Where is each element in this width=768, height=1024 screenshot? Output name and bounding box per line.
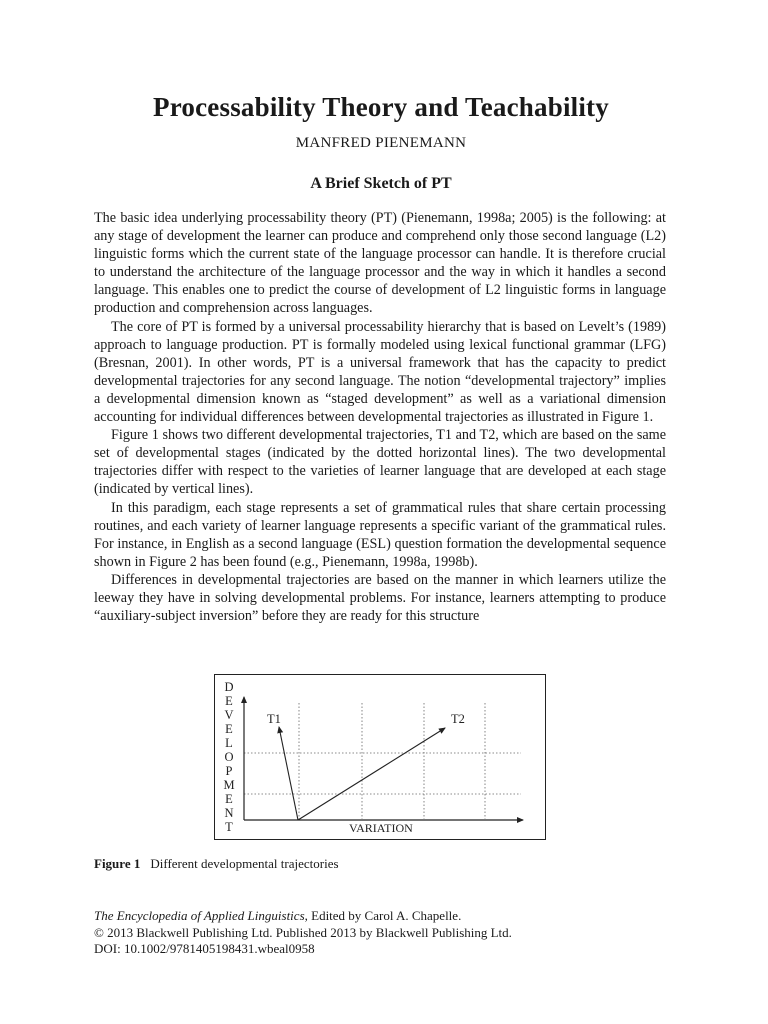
- figure-caption: [94, 856, 339, 872]
- figure-1: [214, 674, 546, 840]
- y-axis-letter: T: [225, 820, 233, 834]
- author-name: MANFRED PIENEMANN: [295, 135, 467, 151]
- trajectory-t2-arrow: [298, 728, 445, 820]
- editor-credit: , Edited by Carol A. Chapelle.: [304, 908, 462, 923]
- paragraph-3: Figure 1 shows two different developmental trajectories, T1 and T2, which are based on the same set of developmental stages (indicated by the dotted horizontal lines). The two developmental trajectories differ with respect to the varieties of learner language that are developed at each stage (indicated by vertical lines).: [94, 427, 666, 498]
- trajectory-diagram: [215, 675, 545, 839]
- paragraph-5: Differences in developmental trajectories are based on the manner in which learners utilize the leeway they have in solving developmental problems. For instance, learners attempting to produce “auxiliary-subject inversion” before they are ready for this structure: [94, 571, 666, 625]
- doi-line: DOI: 10.1002/9781405198431.wbeal0958: [94, 941, 315, 956]
- y-axis-letter: N: [224, 806, 234, 820]
- t2-label: T2: [451, 712, 465, 726]
- journal-title: The Encyclopedia of Applied Linguistics: [94, 908, 305, 923]
- paragraph-2: The core of PT is formed by a universal processability hierarchy that is based on Levelt’s (1989) approach to language production. PT is formally modeled using lexical functional grammar (LFG) (Bresnan, 2001). In other words, PT is a universal framework that has the capacity to predict developmental trajectories for any second language. The notion “developmental trajectory” implies a developmental dimension known as “staged development” as well as a variational dimension accounting for individual differences between developmental trajectories as illustrated in Figure 1.: [94, 318, 666, 426]
- x-axis-label: VARIATION: [349, 821, 413, 835]
- y-axis-letter: O: [224, 750, 234, 764]
- trajectory-t1-arrow: [279, 727, 298, 820]
- y-axis-letter: E: [225, 792, 233, 806]
- t1-label: T1: [267, 712, 281, 726]
- body-text: [94, 209, 666, 625]
- y-axis-letter: E: [225, 694, 233, 708]
- caption-label: Figure 1: [94, 856, 141, 871]
- page-title: Processability Theory and Teachability: [153, 92, 609, 122]
- y-axis-letter: D: [224, 680, 234, 694]
- footer: [94, 908, 512, 958]
- y-axis-letter: L: [225, 736, 233, 750]
- section-heading: A Brief Sketch of PT: [310, 175, 452, 192]
- paragraph-1: The basic idea underlying processability theory (PT) (Pienemann, 1998a; 2005) is the following: at any stage of development the learner can produce and comprehend only those second language (L2) linguistic forms which the current state of the language processor can handle. It is therefore crucial to understand the architecture of the language processor and the way in which it handles a second language. This enables one to predict the course of development of L2 linguistic forms in language production and comprehension across languages.: [94, 210, 666, 317]
- y-axis-letter: M: [223, 778, 235, 792]
- caption-text: Different developmental trajectories: [150, 856, 339, 871]
- y-axis-letter: P: [225, 764, 233, 778]
- paragraph-4: In this paradigm, each stage represents a set of grammatical rules that share certain processing routines, and each variety of learner language represents a specific variant of the grammatical rules. For instance, in English as a second language (ESL) question formation the developmental sequence shown in Figure 2 has been found (e.g., Pienemann, 1998a, 1998b).: [94, 499, 666, 570]
- y-axis-letter: E: [225, 722, 233, 736]
- y-axis-letter: V: [224, 708, 234, 722]
- copyright-line: © 2013 Blackwell Publishing Ltd. Published 2013 by Blackwell Publishing Ltd.: [94, 924, 512, 940]
